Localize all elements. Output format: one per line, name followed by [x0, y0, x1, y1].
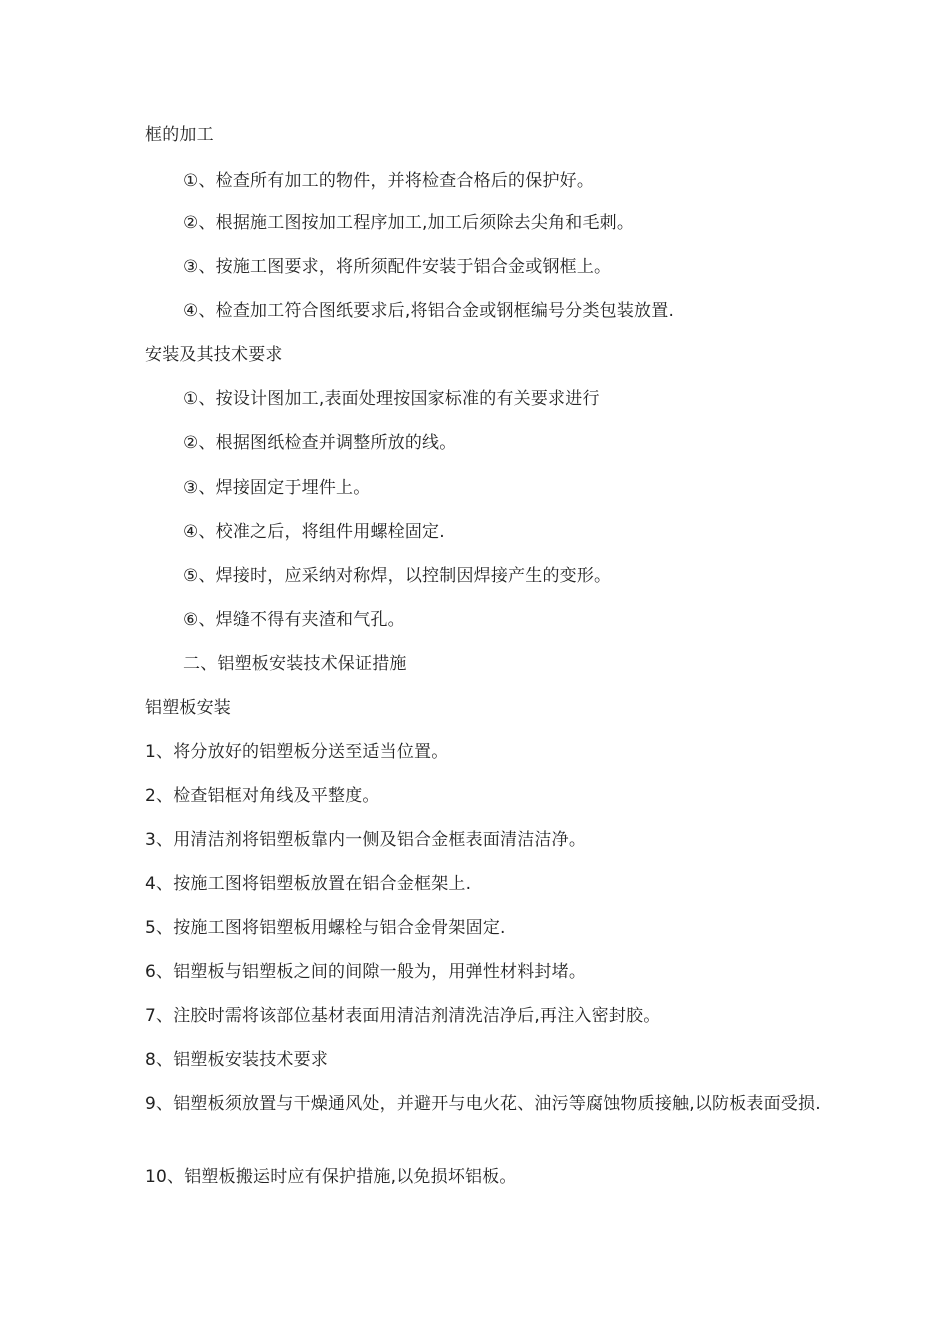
paragraph: ②、根据图纸检查并调整所放的线。 [183, 433, 457, 453]
paragraph: ⑤、焊接时，应采纳对称焊，以控制因焊接产生的变形。 [183, 566, 612, 586]
paragraph: ①、检查所有加工的物件，并将检查合格后的保护好。 [183, 171, 595, 191]
paragraph: ②、根据施工图按加工程序加工,加工后须除去尖角和毛刺。 [183, 213, 635, 233]
subheading-aluminum-panel-install: 铝塑板安装 [145, 698, 231, 718]
list-item: 6、铝塑板与铝塑板之间的间隙一般为，用弹性材料封堵。 [145, 962, 587, 982]
list-item: 10、铝塑板搬运时应有保护措施,以免损坏铝板。 [145, 1167, 517, 1187]
list-item: 3、用清洁剂将铝塑板靠内一侧及铝合金框表面清洁洁净。 [145, 830, 587, 850]
list-item: 7、注胶时需将该部位基材表面用清洁剂清洗洁净后,再注入密封胶。 [145, 1006, 661, 1026]
section-heading-installation: 安装及其技术要求 [145, 345, 283, 365]
paragraph: ④、检查加工符合图纸要求后,将铝合金或钢框编号分类包装放置. [183, 301, 675, 321]
section-heading-aluminum-panel: 二、铝塑板安装技术保证措施 [183, 654, 407, 674]
paragraph: ①、按设计图加工,表面处理按国家标准的有关要求进行 [183, 389, 600, 409]
list-item: 4、按施工图将铝塑板放置在铝合金框架上. [145, 874, 472, 894]
section-heading-frame-processing: 框的加工 [145, 125, 214, 145]
list-item: 8、铝塑板安装技术要求 [145, 1050, 329, 1070]
paragraph: ③、按施工图要求，将所须配件安装于铝合金或钢框上。 [183, 257, 612, 277]
paragraph: ④、校准之后，将组件用螺栓固定. [183, 522, 445, 542]
paragraph: ③、焊接固定于埋件上。 [183, 478, 371, 498]
list-item: 9、铝塑板须放置与干燥通风处，并避开与电火花、油污等腐蚀物质接触,以防板表面受损. [145, 1094, 821, 1114]
list-item: 1、将分放好的铝塑板分送至适当位置。 [145, 742, 449, 762]
list-item: 2、检查铝框对角线及平整度。 [145, 786, 380, 806]
paragraph: ⑥、焊缝不得有夹渣和气孔。 [183, 610, 405, 630]
list-item: 5、按施工图将铝塑板用螺栓与铝合金骨架固定. [145, 918, 506, 938]
